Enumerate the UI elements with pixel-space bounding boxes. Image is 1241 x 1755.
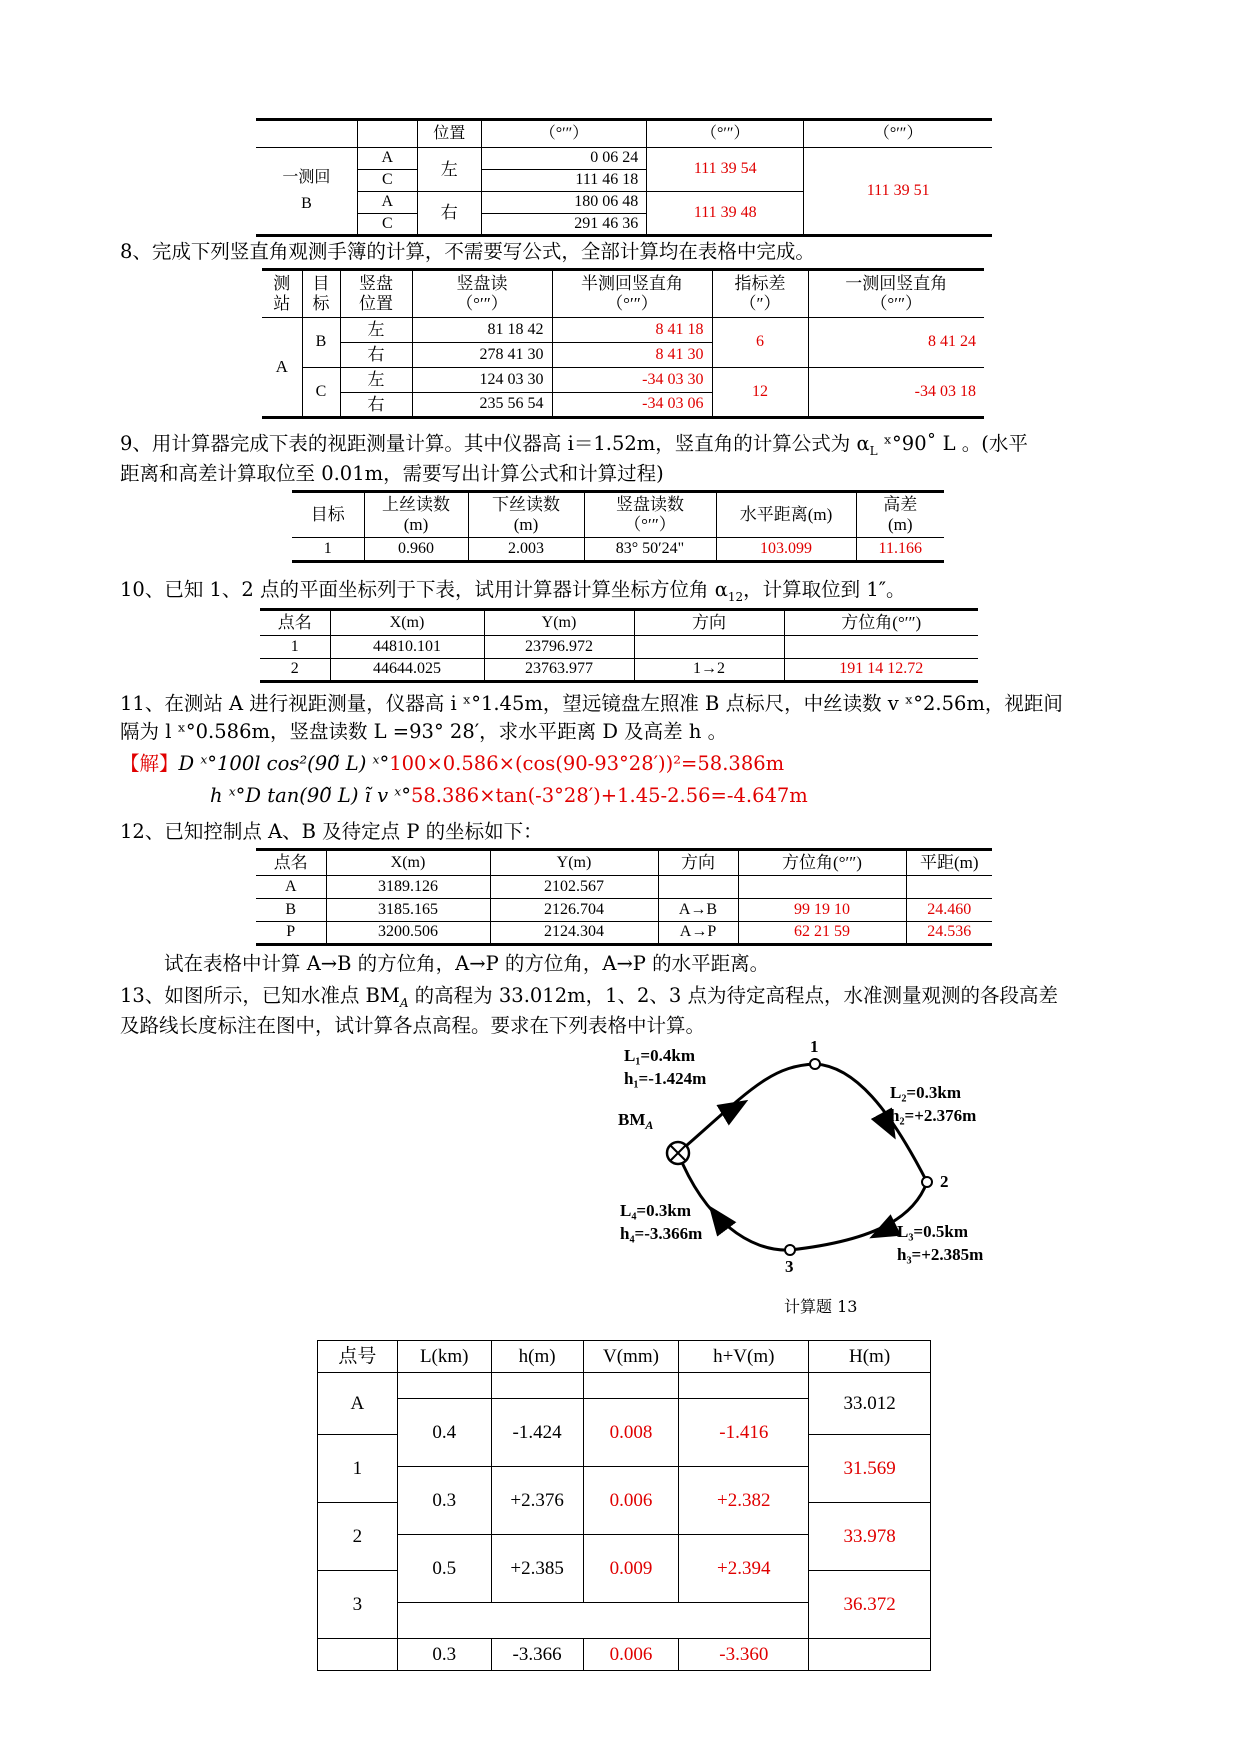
q8-reading: 81 18 42 [412, 318, 552, 343]
q13-h: -1.424 [491, 1399, 583, 1467]
q8-header-reading: 竖盘读 （°′″） [412, 270, 552, 318]
q7-target: C [357, 214, 417, 236]
q9-header-height: 高差 (m) [856, 492, 944, 538]
q13-hv: -1.416 [679, 1399, 809, 1467]
q13-header-h: h(m) [491, 1341, 583, 1373]
segment-2-height-diff: h₂=+2.376m [890, 1106, 977, 1125]
q11-question-line1: 11、在测站 A 进行视距测量，仪器高 i ˣ°1.45m，望远镜盘左照准 B 点标尺，中丝读数 v ˣ°2.56m，视距间 [120, 692, 1063, 715]
q12-azimuth [738, 876, 906, 899]
q7-reading: 111 46 18 [481, 170, 646, 192]
segment-4-height-diff: h₄=-3.366m [620, 1224, 703, 1243]
q11-solution-line2: h ˣ°D tan(90̃ L) ĩ v ˣ°58.386×tan(-3°28′)+1.45-2.56=-4.647m [210, 784, 808, 807]
q8-header-index: 指标差 （″） [712, 270, 808, 318]
q12-point: B [256, 899, 326, 922]
q10-coordinate-table [260, 608, 978, 683]
q12-point: P [256, 922, 326, 945]
q10-y: 23763.977 [484, 659, 634, 682]
bm-label: $BM_A$ [618, 1110, 654, 1132]
q10-point: 1 [260, 636, 330, 659]
q9-lower: 2.003 [468, 538, 584, 562]
q12-x: 3185.165 [326, 899, 490, 922]
q8-vertical-angle-table [262, 268, 984, 419]
point-3-label: 3 [785, 1257, 794, 1276]
q13-v: 0.006 [583, 1639, 679, 1671]
q7-face: 左 [417, 148, 481, 192]
q10-header-y: Y(m) [484, 610, 634, 636]
q8-target: C [302, 368, 340, 418]
q13-length: 0.3 [397, 1639, 491, 1671]
leveling-route-diagram [600, 1040, 1020, 1310]
q13-elevation: 36.372 [809, 1571, 931, 1639]
q12-direction: A→P [658, 922, 738, 945]
point-1-label: 1 [810, 1040, 819, 1056]
q8-full-angle: 8 41 24 [808, 318, 984, 368]
q13-point: 2 [318, 1503, 398, 1571]
q13-hv: +2.394 [679, 1535, 809, 1603]
q12-direction [658, 876, 738, 899]
q13-hv: -3.360 [679, 1639, 809, 1671]
q10-question: 10、已知 1、2 点的平面坐标列于下表，试用计算器计算坐标方位角 $\alpha_{12}$，计算取位到 1″。 [120, 578, 906, 604]
q13-leveling-table [317, 1340, 931, 1671]
q13-h: -3.366 [491, 1639, 583, 1671]
q9-header-vertical: 竖盘读数 （°′″） [584, 492, 716, 538]
q13-length: 0.4 [397, 1399, 491, 1467]
q7-half-angle: 111 39 54 [647, 148, 804, 192]
q9-distance: 103.099 [716, 538, 856, 562]
q10-header-point: 点名 [260, 610, 330, 636]
q10-point: 2 [260, 659, 330, 682]
q12-y: 2102.567 [490, 876, 658, 899]
q7-reading: 0 06 24 [481, 148, 646, 170]
q13-h: +2.376 [491, 1467, 583, 1535]
q8-reading: 278 41 30 [412, 343, 552, 368]
q11-question-line2: 隔为 l ˣ°0.586m，竖盘读数 L =93° 28′，求水平距离 D 及高差 h 。 [120, 720, 728, 743]
q10-azimuth [784, 636, 978, 659]
q13-v: 0.008 [583, 1399, 679, 1467]
q12-azimuth: 62 21 59 [738, 922, 906, 945]
q13-header-point: 点号 [318, 1341, 398, 1373]
q9-stadia-table [292, 490, 944, 563]
q9-vertical: 83° 50′24" [584, 538, 716, 562]
q12-x: 3200.506 [326, 922, 490, 945]
q10-azimuth: 191 14 12.72 [784, 659, 978, 682]
q13-v: 0.009 [583, 1535, 679, 1603]
segment-1-length: L₁=0.4km [624, 1046, 695, 1065]
q13-header-length: L(km) [397, 1341, 491, 1373]
q7-header-face: 位置 [417, 120, 481, 148]
q13-header-elevation: H(m) [809, 1341, 931, 1373]
q7-angle-table [256, 118, 992, 237]
q8-index-error: 6 [712, 318, 808, 368]
q8-face: 右 [340, 393, 412, 418]
q12-header-point: 点名 [256, 850, 326, 876]
segment-3-length: L₃=0.5km [897, 1222, 968, 1241]
q13-h: +2.385 [491, 1535, 583, 1603]
q11-solution-line1: 【解】D ˣ°100l cos²(90̃ L) ˣ°100×0.586×(cos(90-93°28′))²=58.386m [120, 752, 785, 775]
q7-header-half: （°′″） [647, 120, 804, 148]
q10-header-x: X(m) [330, 610, 484, 636]
q7-half-angle: 111 39 48 [647, 192, 804, 236]
q8-reading: 124 03 30 [412, 368, 552, 393]
q8-question: 8、完成下列竖直角观测手簿的计算，不需要写公式，全部计算均在表格中完成。 [120, 240, 815, 263]
q7-target: C [357, 170, 417, 192]
q9-header-target: 目标 [292, 492, 364, 538]
q13-header-hv: h+V(m) [679, 1341, 809, 1373]
q12-header-x: X(m) [326, 850, 490, 876]
q7-face: 右 [417, 192, 481, 236]
q8-header-station: 测 站 [262, 270, 302, 318]
q12-coordinate-table [256, 848, 992, 946]
q9-question-line2: 距离和高差计算取位至 0.01m，需要写出计算公式和计算过程) [120, 462, 664, 485]
point-3-marker [785, 1245, 795, 1255]
q7-station: 一测回 B [256, 148, 357, 236]
q8-face: 左 [340, 368, 412, 393]
q8-half-angle: 8 41 18 [552, 318, 712, 343]
q10-direction [634, 636, 784, 659]
q9-question-line1: 9、用计算器完成下表的视距测量计算。其中仪器高 i＝1.52m，竖直角的计算公式为 $\alpha_L$ ˣ°90˚ L 。(水平 [120, 432, 1028, 458]
q12-distance: 24.536 [906, 922, 992, 945]
q9-header-lower: 下丝读数 (m) [468, 492, 584, 538]
q9-header-distance: 水平距离(m) [716, 492, 856, 538]
q7-target: A [357, 148, 417, 170]
q7-reading: 180 06 48 [481, 192, 646, 214]
q12-header-direction: 方向 [658, 850, 738, 876]
q8-index-error: 12 [712, 368, 808, 418]
q7-full-angle: 111 39 51 [804, 148, 992, 236]
q8-face: 右 [340, 343, 412, 368]
segment-4-length: L₄=0.3km [620, 1201, 691, 1220]
q13-header-v: V(mm) [583, 1341, 679, 1373]
q8-header-full: 一测回竖直角 （°′″） [808, 270, 984, 318]
q8-full-angle: -34 03 18 [808, 368, 984, 418]
q12-distance [906, 876, 992, 899]
q12-point: A [256, 876, 326, 899]
q7-reading: 291 46 36 [481, 214, 646, 236]
q12-header-azimuth: 方位角(°′″) [738, 850, 906, 876]
q8-header-face: 竖盘 位置 [340, 270, 412, 318]
segment-1-height-diff: h₁=-1.424m [624, 1069, 707, 1088]
q8-station: A [262, 318, 302, 418]
q9-height: 11.166 [856, 538, 944, 562]
q13-point: 3 [318, 1571, 398, 1639]
q9-header-upper: 上丝读数 (m) [364, 492, 468, 538]
q13-point: 1 [318, 1435, 398, 1503]
q8-face: 左 [340, 318, 412, 343]
q7-header-full: （°′″） [804, 120, 992, 148]
benchmark-icon [667, 1142, 689, 1164]
q10-x: 44810.101 [330, 636, 484, 659]
q12-instruction: 试在表格中计算 A→B 的方位角，A→P 的方位角，A→P 的水平距离。 [164, 952, 770, 975]
q8-half-angle: 8 41 30 [552, 343, 712, 368]
q10-header-direction: 方向 [634, 610, 784, 636]
q12-y: 2126.704 [490, 899, 658, 922]
q13-point: A [318, 1373, 398, 1435]
segment-3-height-diff: h₃=+2.385m [897, 1245, 984, 1264]
q10-y: 23796.972 [484, 636, 634, 659]
q12-x: 3189.126 [326, 876, 490, 899]
q8-header-target: 目 标 [302, 270, 340, 318]
q8-half-angle: -34 03 30 [552, 368, 712, 393]
q12-direction: A→B [658, 899, 738, 922]
q7-header-reading: （°′″） [481, 120, 646, 148]
q13-question-line1: 13、如图所示，已知水准点 $BM_A$ 的高程为 33.012m，1、2、3 点为待定高程点，水准测量观测的各段高差 [120, 984, 1059, 1010]
q13-hv: +2.382 [679, 1467, 809, 1535]
q13-elevation: 33.012 [809, 1373, 931, 1435]
segment-2-length: L₂=0.3km [890, 1083, 961, 1102]
q10-direction: 1→2 [634, 659, 784, 682]
q10-header-azimuth: 方位角(°′″) [784, 610, 978, 636]
q12-distance: 24.460 [906, 899, 992, 922]
q12-azimuth: 99 19 10 [738, 899, 906, 922]
point-2-marker [922, 1177, 932, 1187]
q7-target: A [357, 192, 417, 214]
q8-header-half: 半测回竖直角 （°′″） [552, 270, 712, 318]
q13-elevation: 33.978 [809, 1503, 931, 1571]
q13-v: 0.006 [583, 1467, 679, 1535]
q13-length: 0.5 [397, 1535, 491, 1603]
point-2-label: 2 [940, 1172, 949, 1191]
point-1-marker [810, 1059, 820, 1069]
q9-target: 1 [292, 538, 364, 562]
q12-y: 2124.304 [490, 922, 658, 945]
q12-header-y: Y(m) [490, 850, 658, 876]
q12-question: 12、已知控制点 A、B 及待定点 P 的坐标如下： [120, 820, 543, 843]
solution-label: 【解】 [120, 752, 179, 775]
q13-question-line2: 及路线长度标注在图中，试计算各点高程。要求在下列表格中计算。 [120, 1014, 706, 1037]
figure-caption: 计算题 13 [784, 1297, 858, 1316]
q8-reading: 235 56 54 [412, 393, 552, 418]
q13-length: 0.3 [397, 1467, 491, 1535]
q8-target: B [302, 318, 340, 368]
q13-elevation: 31.569 [809, 1435, 931, 1503]
q12-header-distance: 平距(m) [906, 850, 992, 876]
q10-x: 44644.025 [330, 659, 484, 682]
q9-upper: 0.960 [364, 538, 468, 562]
q8-half-angle: -34 03 06 [552, 393, 712, 418]
